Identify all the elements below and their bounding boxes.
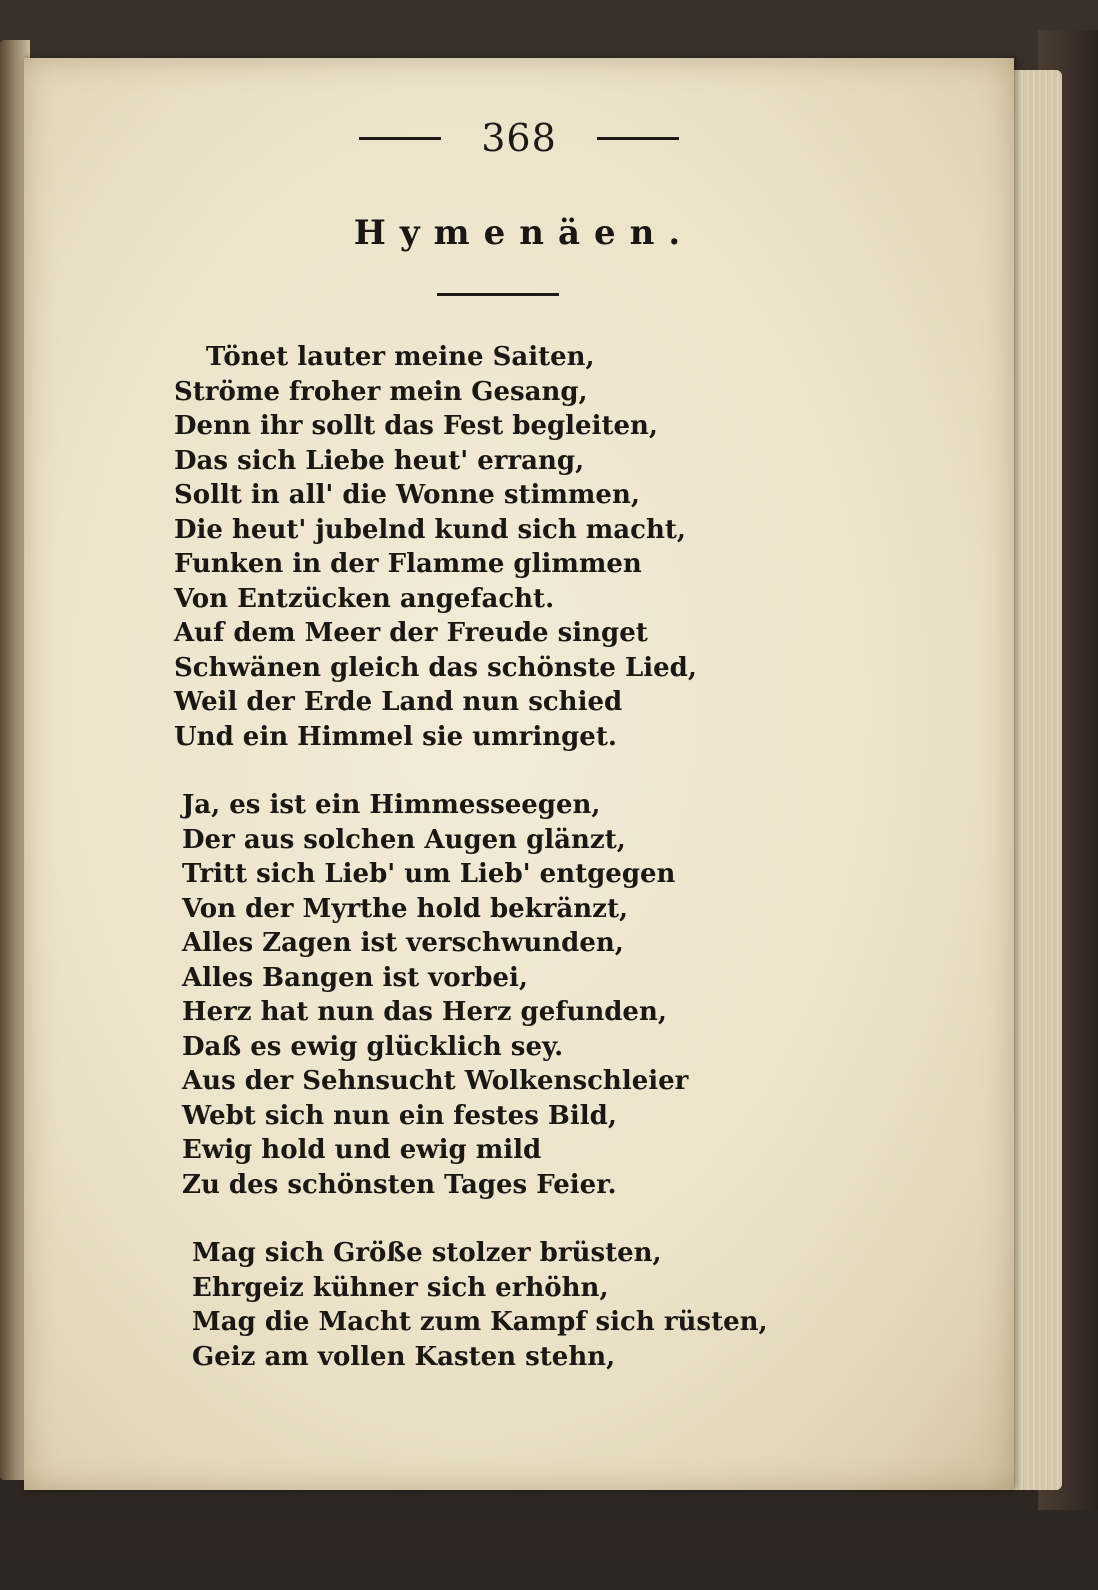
poem-line: Das sich Liebe heut' errang, [174,445,585,476]
header-rule-left [359,137,441,140]
poem-line: Auf dem Meer der Freude singet [174,618,648,648]
page-header [334,118,704,158]
page-number: 368 [481,116,557,160]
poem-line: Von der Myrthe hold bekränzt, [182,893,629,924]
poem-line: Tritt sich Lieb' um Lieb' entgegen [182,859,676,889]
poem-line: Der aus solchen Augen glänzt, [182,824,626,855]
poem-line: Die heut' jubelnd kund sich macht, [174,514,686,545]
poem-line: Geiz am vollen Kasten stehn, [192,1341,616,1372]
book-page [24,58,1014,1490]
poem-line: Und ein Himmel sie umringet. [174,721,617,752]
poem-line: Ströme froher mein Gesang, [174,376,588,407]
stanza-3 [174,1236,814,1374]
poem-line: Sollt in all' die Wonne stimmen, [174,480,640,510]
poem-line: Mag die Macht zum Kampf sich rüsten, [192,1307,768,1337]
poem-line: Aus der Sehnsucht Wolkenschleier [182,1066,689,1096]
poem-line: Alles Bangen ist vorbei, [182,962,528,993]
header-rule-right [597,137,679,140]
poem-line: Weil der Erde Land nun schied [174,687,623,717]
poem-line: Mag sich Größe stolzer brüsten, [192,1238,662,1268]
stanza-1 [174,340,814,754]
poem-line: Daß es ewig glücklich sey. [182,1031,564,1062]
stanza-gap [174,754,814,788]
poem-line: Webt sich nun ein festes Bild, [182,1100,617,1131]
poem-line: Ja, es ist ein Himmesseegen, [182,790,601,820]
poem-title: Hymenäen. [353,213,695,253]
poem-line: Ewig hold und ewig mild [182,1135,542,1165]
poem-line: Tönet lauter meine Saiten, [206,342,595,372]
stanza-gap [174,1202,814,1236]
poem-line: Alles Zagen ist verschwunden, [182,928,624,958]
poem-line: Von Entzücken angefacht. [174,583,555,614]
poem-body [174,340,814,1374]
title-rule [437,293,559,296]
poem-line: Zu des schönsten Tages Feier. [182,1169,617,1200]
poem-line: Denn ihr sollt das Fest begleiten, [174,411,658,441]
stanza-2 [174,788,814,1202]
poem-line: Schwänen gleich das schönste Lied, [174,652,697,683]
poem-line: Funken in der Flamme glimmen [174,549,642,579]
poem-line: Ehrgeiz kühner sich erhöhn, [192,1272,609,1303]
poem-line: Herz hat nun das Herz gefunden, [182,997,667,1027]
